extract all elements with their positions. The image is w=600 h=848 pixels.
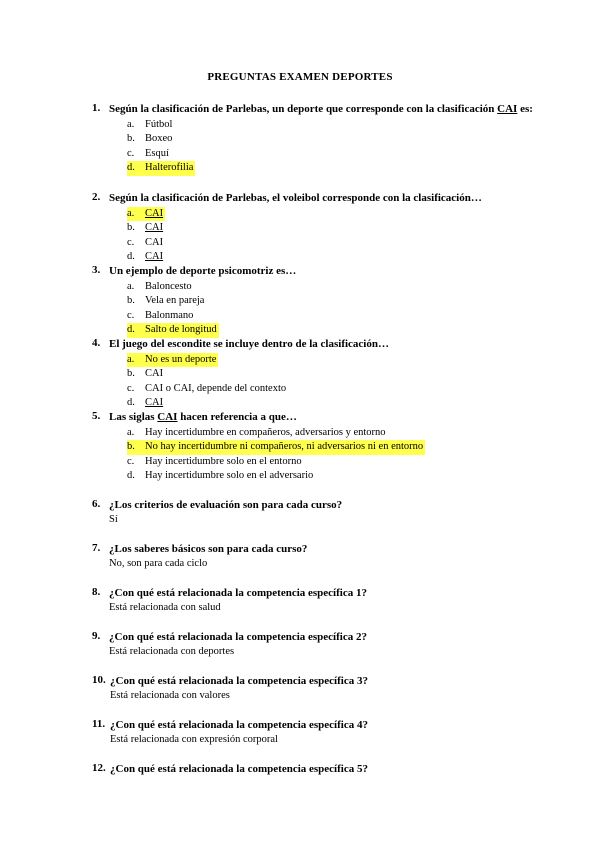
option: d. Hay incertidumbre solo en el adversario bbox=[127, 470, 314, 482]
question-number: 8. bbox=[92, 586, 101, 598]
option: c. Esquí bbox=[127, 147, 169, 159]
answer-text: No, son para cada ciclo bbox=[109, 557, 208, 569]
option: d. CAI bbox=[127, 251, 164, 263]
option-correct: d. Salto de longitud bbox=[127, 323, 562, 338]
option: a. Baloncesto bbox=[127, 280, 192, 292]
question-text: ¿Con qué está relacionada la competencia específica 3? bbox=[110, 675, 368, 687]
option: b. Boxeo bbox=[127, 133, 173, 145]
options-list bbox=[127, 207, 562, 265]
question-text: ¿Con qué está relacionada la competencia específica 5? bbox=[110, 763, 368, 775]
question-text: ¿Los criterios de evaluación son para cada curso? bbox=[109, 499, 343, 511]
question-2 bbox=[92, 191, 562, 265]
option: d. CAI bbox=[127, 397, 164, 409]
question-4 bbox=[92, 337, 562, 411]
question-text: El juego del escondite se incluye dentro de la clasificación… bbox=[109, 338, 389, 350]
question-3 bbox=[92, 264, 562, 338]
question-number: 3. bbox=[92, 264, 101, 276]
question-text: Según la clasificación de Parlebas, el voleibol corresponde con la clasificación… bbox=[109, 192, 482, 204]
option: c. CAI bbox=[127, 236, 164, 248]
question-number: 9. bbox=[92, 630, 101, 642]
question-6 bbox=[92, 498, 562, 526]
option: b. CAI bbox=[127, 368, 164, 380]
option-correct: d. Halterofilia bbox=[127, 161, 562, 176]
question-text: ¿Con qué está relacionada la competencia específica 1? bbox=[109, 587, 367, 599]
answer-text: Está relacionada con deportes bbox=[109, 645, 235, 657]
option-correct: a. CAI bbox=[127, 207, 562, 222]
question-text: Según la clasificación de Parlebas, un deporte que corresponde con la clasificación CAI es: bbox=[109, 103, 533, 115]
question-11 bbox=[92, 718, 562, 746]
option: b. CAI bbox=[127, 222, 164, 234]
option: c. CAI o CAI, depende del contexto bbox=[127, 382, 287, 394]
question-9 bbox=[92, 630, 562, 658]
options-list bbox=[127, 118, 562, 176]
answer-text: Está relacionada con expresión corporal bbox=[110, 733, 278, 745]
document-title: PREGUNTAS EXAMEN DEPORTES bbox=[207, 71, 393, 83]
option: b. Vela en pareja bbox=[127, 295, 205, 307]
options-list bbox=[127, 280, 562, 338]
question-number: 11. bbox=[92, 718, 106, 730]
option: c. Hay incertidumbre solo en el entorno bbox=[127, 455, 302, 467]
question-number: 5. bbox=[92, 410, 101, 422]
answer-text: Sí bbox=[109, 513, 118, 525]
question-number: 10. bbox=[92, 674, 106, 686]
question-number: 6. bbox=[92, 498, 101, 510]
option: c. Balonmano bbox=[127, 309, 194, 321]
options-list bbox=[127, 353, 562, 411]
question-text: ¿Con qué está relacionada la competencia específica 2? bbox=[109, 631, 367, 643]
question-1 bbox=[92, 102, 562, 176]
question-text: ¿Con qué está relacionada la competencia específica 4? bbox=[110, 719, 368, 731]
option-correct: b. No hay incertidumbre ni compañeros, ni adversarios ni en entorno bbox=[127, 440, 562, 455]
question-8 bbox=[92, 586, 562, 614]
question-5 bbox=[92, 410, 562, 484]
question-text: Las siglas CAI hacen referencia a que… bbox=[109, 411, 297, 423]
option-correct: a. No es un deporte bbox=[127, 353, 562, 368]
question-number: 7. bbox=[92, 542, 101, 554]
question-10 bbox=[92, 674, 562, 702]
question-text: Un ejemplo de deporte psicomotriz es… bbox=[109, 265, 297, 277]
answer-text: Está relacionada con valores bbox=[110, 689, 230, 701]
question-text: ¿Los saberes básicos son para cada curso? bbox=[109, 543, 308, 555]
question-number: 2. bbox=[92, 191, 101, 203]
question-12 bbox=[92, 762, 562, 777]
question-number: 1. bbox=[92, 102, 101, 114]
options-list bbox=[127, 426, 562, 484]
question-number: 4. bbox=[92, 337, 101, 349]
question-7 bbox=[92, 542, 562, 570]
option: a. Fútbol bbox=[127, 118, 173, 130]
answer-text: Está relacionada con salud bbox=[109, 601, 221, 613]
question-number: 12. bbox=[92, 762, 106, 774]
option: a. Hay incertidumbre en compañeros, adversarios y entorno bbox=[127, 426, 386, 438]
